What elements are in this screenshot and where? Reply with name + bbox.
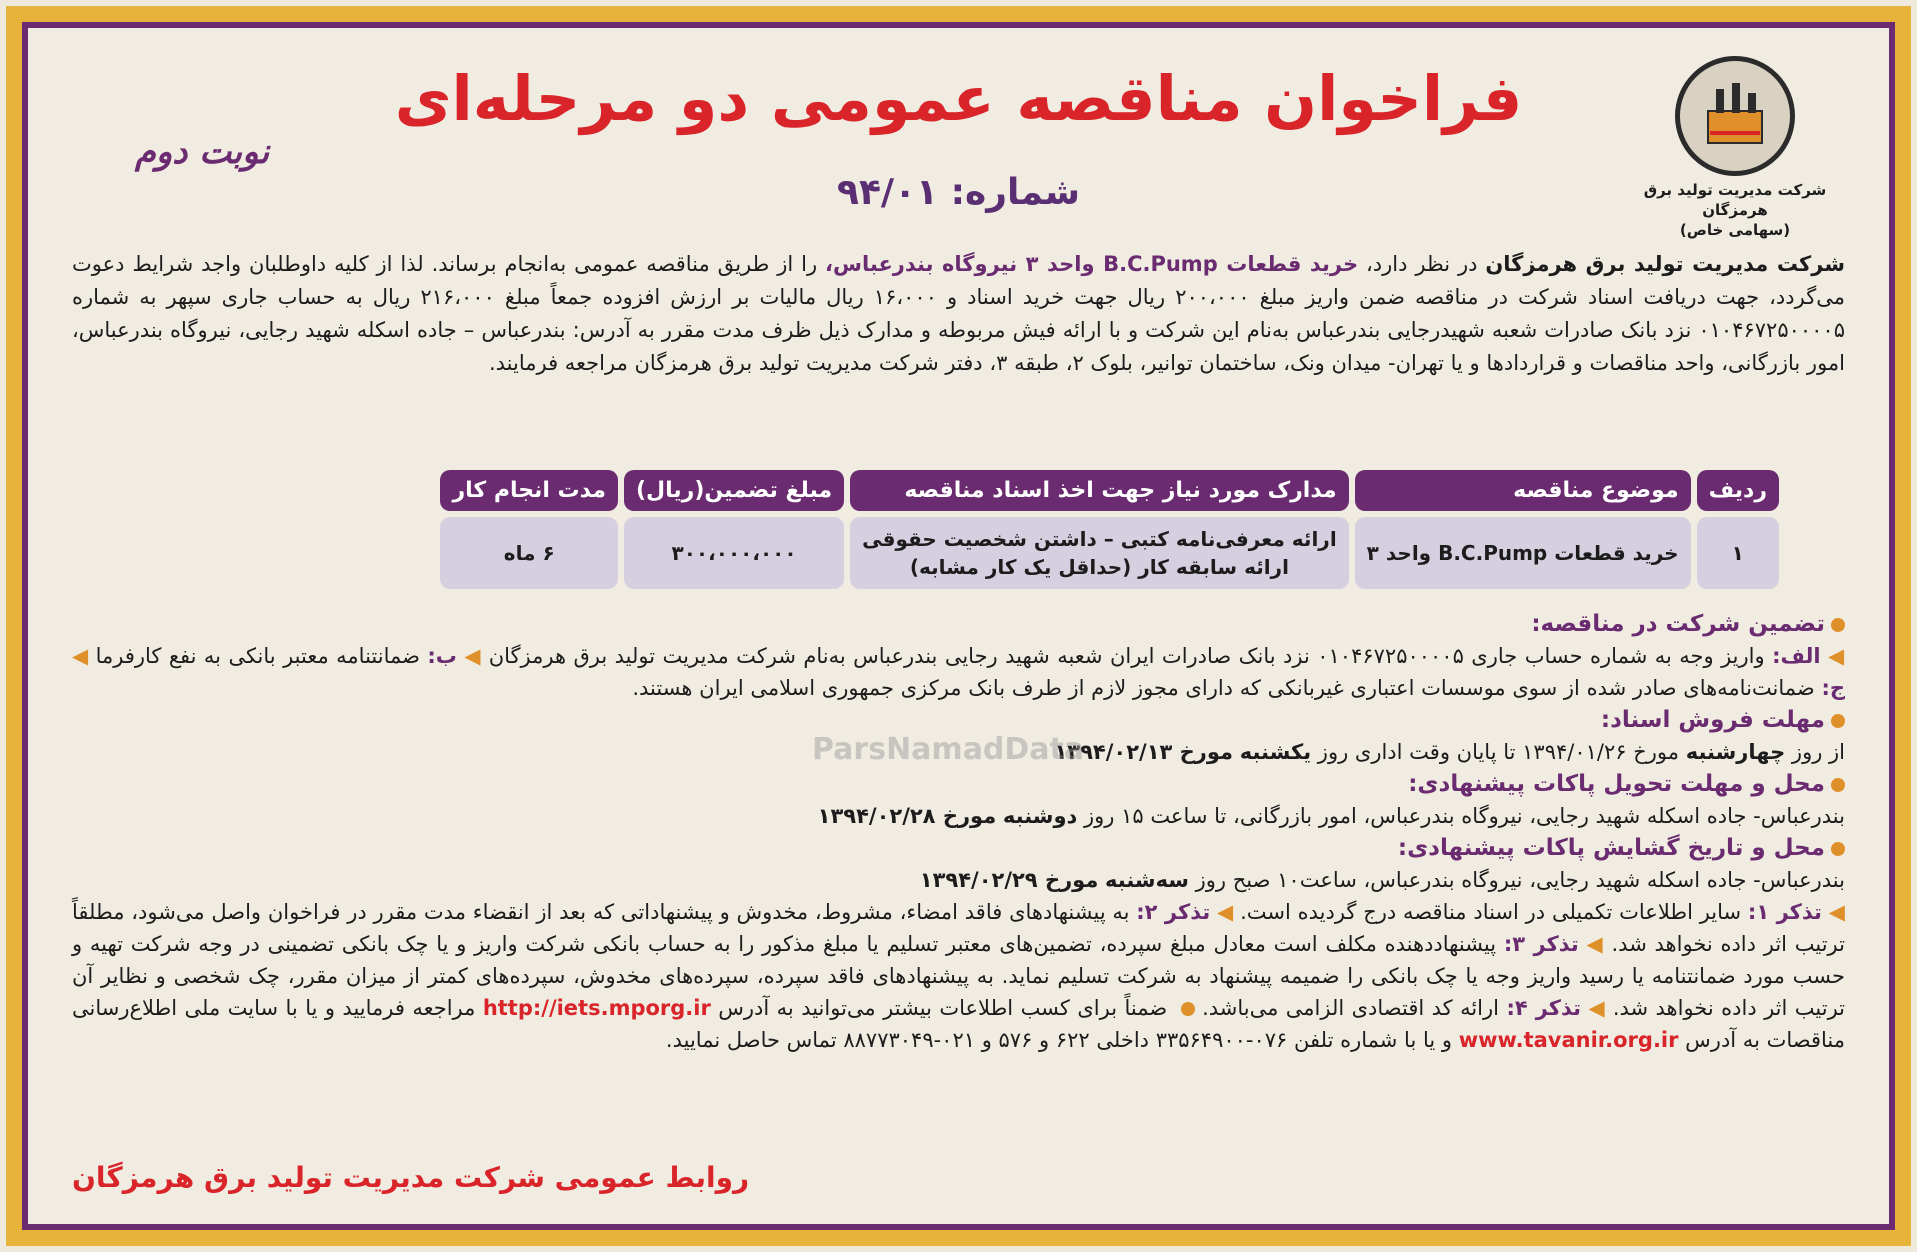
tender-number: شماره: ۹۴/۰۱ xyxy=(836,172,1080,213)
guarantee-c-text: ضمانت‌نامه‌های صادر شده از سوی موسسات اعتباری غیربانکی که دارای مجوز لازم از طرف بانک مرکزی جمهوری اسلامی ایران هستند. xyxy=(632,676,1815,700)
guarantee-title: تضمین شرکت در مناقصه: xyxy=(1531,611,1825,637)
opening-day: سه‌شنبه xyxy=(1105,868,1189,892)
note-3-label: تذکر ۳: xyxy=(1503,932,1579,956)
opening-text-1: بندرعباس- جاده اسکله شهید رجایی، نیروگاه بندرعباس، ساعت۱۰ صبح روز xyxy=(1195,868,1845,892)
logo-caption-type: (سهامی خاص) xyxy=(1679,221,1791,239)
sale-text-1: از روز xyxy=(1791,740,1845,764)
bullet-icon xyxy=(1831,714,1845,728)
note-1-label: تذکر ۱: xyxy=(1747,900,1822,924)
opening-title: محل و تاریخ گشایش پاکات پیشنهادی: xyxy=(1397,835,1825,861)
note-2-text: به پیشنهادهای فاقد امضاء، مشروط، مخدوش و پیشنهاداتی که بعد از انقضاء مدت مقرر در فراخوان واصل می‌شود، مطلقاً ترتیب اثر داده نخواهد شد. xyxy=(72,900,1845,956)
logo-caption-company: شرکت مدیریت تولید برق هرمزگان xyxy=(1643,181,1827,219)
url-iets-link[interactable]: http://iets.mporg.ir xyxy=(482,996,711,1020)
watermark: ParsNamadData xyxy=(812,732,1085,767)
note-4-text: ارائه کد اقتصادی الزامی می‌باشد. xyxy=(1202,996,1499,1020)
cell-docs-line2: ارائه سابقه کار (حداقل یک کار مشابه) xyxy=(909,555,1289,579)
ad-content xyxy=(52,52,1865,1200)
delivery-day: دوشنبه xyxy=(1002,804,1078,828)
note-5-text-c: و یا با شماره تلفن ۰۷۶-۳۳۵۶۴۹۰۰ داخلی ۶۲۲ و ۵۷۶ و ۰۲۱-۸۸۷۷۳۰۴۹ تماس حاصل نمایید. xyxy=(665,1028,1453,1052)
ad-frame xyxy=(6,6,1911,1246)
col-index: ردیف xyxy=(1697,470,1779,511)
intro-text-2: را از طریق مناقصه عمومی به‌انجام برساند. لذا از کلیه داوطلبان واجد شرایط دعوت می‌گردد، جهت دریافت اسناد شرکت در مناقصه ضمن واریز مبلغ ۲۰۰،۰۰۰ ریال جهت خرید اسناد و ۱۶،۰۰۰ ریال مالیات بر ارزش افزوده جمعاً مبلغ ۲۱۶،۰۰۰ ریال به حساب جاری سپهر به شماره ۰۱۰۴۶۷۲۵۰۰۰۰۵ نزد بانک صادرات شعبه شهیدرجایی بندرعباس به‌نام این شرکت و با ارائه فیش مربوطه و مدارک ذیل ظرف مدت مقرر به آدرس: بندرعباس – جاده اسکله شهید رجایی، نیروگاه بندرعباس، امور بازرگانی، واحد مناقصات و قراردادها و یا تهران- میدان ونک، ساختمان توانیر، بلوک ۲، طبقه ۳، دفتر شرکت مدیریت تولید برق هرمزگان مراجعه فرمایند. xyxy=(72,252,1845,375)
delivery-text-2: مورخ ۱۳۹۴/۰۲/۲۸ xyxy=(817,804,997,828)
note-5-text-a: ضمناً برای کسب اطلاعات بیشتر می‌توانید به آدرس xyxy=(718,996,1168,1020)
guarantee-b-text: ضمانتنامه معتبر بانکی به نفع کارفرما xyxy=(95,644,420,668)
intro-subject: خرید قطعات B.C.Pump واحد ۳ نیروگاه بندرعباس، xyxy=(825,252,1359,276)
note-5-text-b: مراجعه فرمایید و یا با سایت ملی اطلاع‌رسانی مناقصات به آدرس xyxy=(72,996,1845,1052)
note-4-label: تذکر ۴: xyxy=(1506,996,1582,1020)
opening-text-2: مورخ ۱۳۹۴/۰۲/۲۹ xyxy=(919,868,1099,892)
logo-caption xyxy=(1625,180,1845,240)
intro-company: شرکت مدیریت تولید برق هرمزگان xyxy=(1485,252,1845,276)
guarantee-b-label: ب: xyxy=(427,644,457,668)
col-duration: مدت انجام کار xyxy=(440,470,618,511)
col-guarantee: مبلغ تضمین(ریال) xyxy=(624,470,844,511)
guarantee-a-label: الف: xyxy=(1772,644,1821,668)
guarantee-a-text: واریز وجه به شماره حساب جاری ۰۱۰۴۶۷۲۵۰۰۰۰۵ نزد بانک صادرات ایران شعبه شهید رجایی بندرعباس به‌نام شرکت مدیریت تولید برق هرمزگان xyxy=(488,644,1765,668)
cell-index: ۱ xyxy=(1697,517,1779,589)
cell-subject: خرید قطعات B.C.Pump واحد ۳ xyxy=(1355,517,1691,589)
bullet-icon xyxy=(1831,778,1845,792)
sale-title: مهلت فروش اسناد: xyxy=(1600,707,1825,733)
cell-guarantee: ۳۰۰،۰۰۰،۰۰۰ xyxy=(624,517,844,589)
publication-round: نوبت دوم xyxy=(134,132,270,172)
arrow-icon: ◀ xyxy=(464,644,482,668)
arrow-icon: ◀ xyxy=(1828,900,1845,924)
sale-day-1: چهارشنبه xyxy=(1685,740,1786,764)
sale-text-3: مورخ ۱۳۹۴/۰۲/۱۳ xyxy=(1054,740,1234,764)
ad-title: فراخوان مناقصه عمومی دو مرحله‌ای xyxy=(394,62,1523,135)
opening-section xyxy=(72,832,1845,896)
footer-signature: روابط عمومی شرکت مدیریت تولید برق هرمزگان xyxy=(72,1161,750,1194)
bullet-icon xyxy=(1831,618,1845,632)
cell-docs xyxy=(850,517,1349,589)
arrow-icon: ◀ xyxy=(1217,900,1234,924)
bullet-icon xyxy=(1181,1002,1195,1016)
arrow-icon: ◀ xyxy=(1588,996,1606,1020)
notes-section xyxy=(72,896,1845,1056)
delivery-title: محل و مهلت تحویل پاکات پیشنهادی: xyxy=(1408,771,1825,797)
cell-duration: ۶ ماه xyxy=(440,517,618,589)
url-tavanir-link[interactable]: www.tavanir.org.ir xyxy=(1458,1028,1679,1052)
sale-text-2: مورخ ۱۳۹۴/۰۱/۲۶ تا پایان وقت اداری روز xyxy=(1317,740,1680,764)
col-subject: موضوع مناقصه xyxy=(1355,470,1691,511)
bullet-icon xyxy=(1831,842,1845,856)
table-header-row xyxy=(440,470,1779,511)
arrow-icon: ◀ xyxy=(72,644,89,668)
tender-table xyxy=(434,464,1785,595)
intro-paragraph xyxy=(72,248,1845,380)
note-1-text: سایر اطلاعات تکمیلی در اسناد مناقصه درج گردیده است. xyxy=(1240,900,1742,924)
intro-text-1: در نظر دارد، xyxy=(1366,252,1478,276)
delivery-text-1: بندرعباس- جاده اسکله شهید رجایی، نیروگاه بندرعباس، امور بازرگانی، تا ساعت ۱۵ روز xyxy=(1083,804,1845,828)
col-docs: مدارک مورد نیاز جهت اخذ اسناد مناقصه xyxy=(850,470,1349,511)
arrow-icon: ◀ xyxy=(1828,644,1845,668)
note-2-label: تذکر ۲: xyxy=(1136,900,1211,924)
guarantee-section xyxy=(72,608,1845,704)
company-logo xyxy=(1675,56,1795,176)
note-3-text: پیشنهاددهنده مکلف است معادل مبلغ سپرده، تضمین‌های معتبر تسلیم یا مبلغ مذکور را به حساب بانکی شرکت واریز و یا چک بانکی تضمینی در وجه شرکت تهیه و حسب مورد ضمانتنامه یا رسید واریز وجه یا چک بانکی را ضمیمه پیشنهاد به شرکت تسلیم نماید. به پیشنهادهای فاقد سپرده، سپرده‌های مخدوش، سپرده‌های کمتر از میزان مقرر، چک شخصی و نظایر آن ترتیب اثر داده نخواهد شد. xyxy=(72,932,1846,1020)
guarantee-c-label: ج: xyxy=(1821,676,1845,700)
details-sections xyxy=(72,608,1845,1056)
sale-day-2: یکشنبه xyxy=(1239,740,1312,764)
table-row xyxy=(440,517,1779,589)
power-plant-icon xyxy=(1690,71,1780,161)
company-logo-block xyxy=(1625,56,1845,240)
cell-docs-line1: ارائه معرفی‌نامه کتبی – داشتن شخصیت حقوقی xyxy=(862,527,1337,551)
delivery-section xyxy=(72,768,1845,832)
arrow-icon: ◀ xyxy=(1586,932,1604,956)
